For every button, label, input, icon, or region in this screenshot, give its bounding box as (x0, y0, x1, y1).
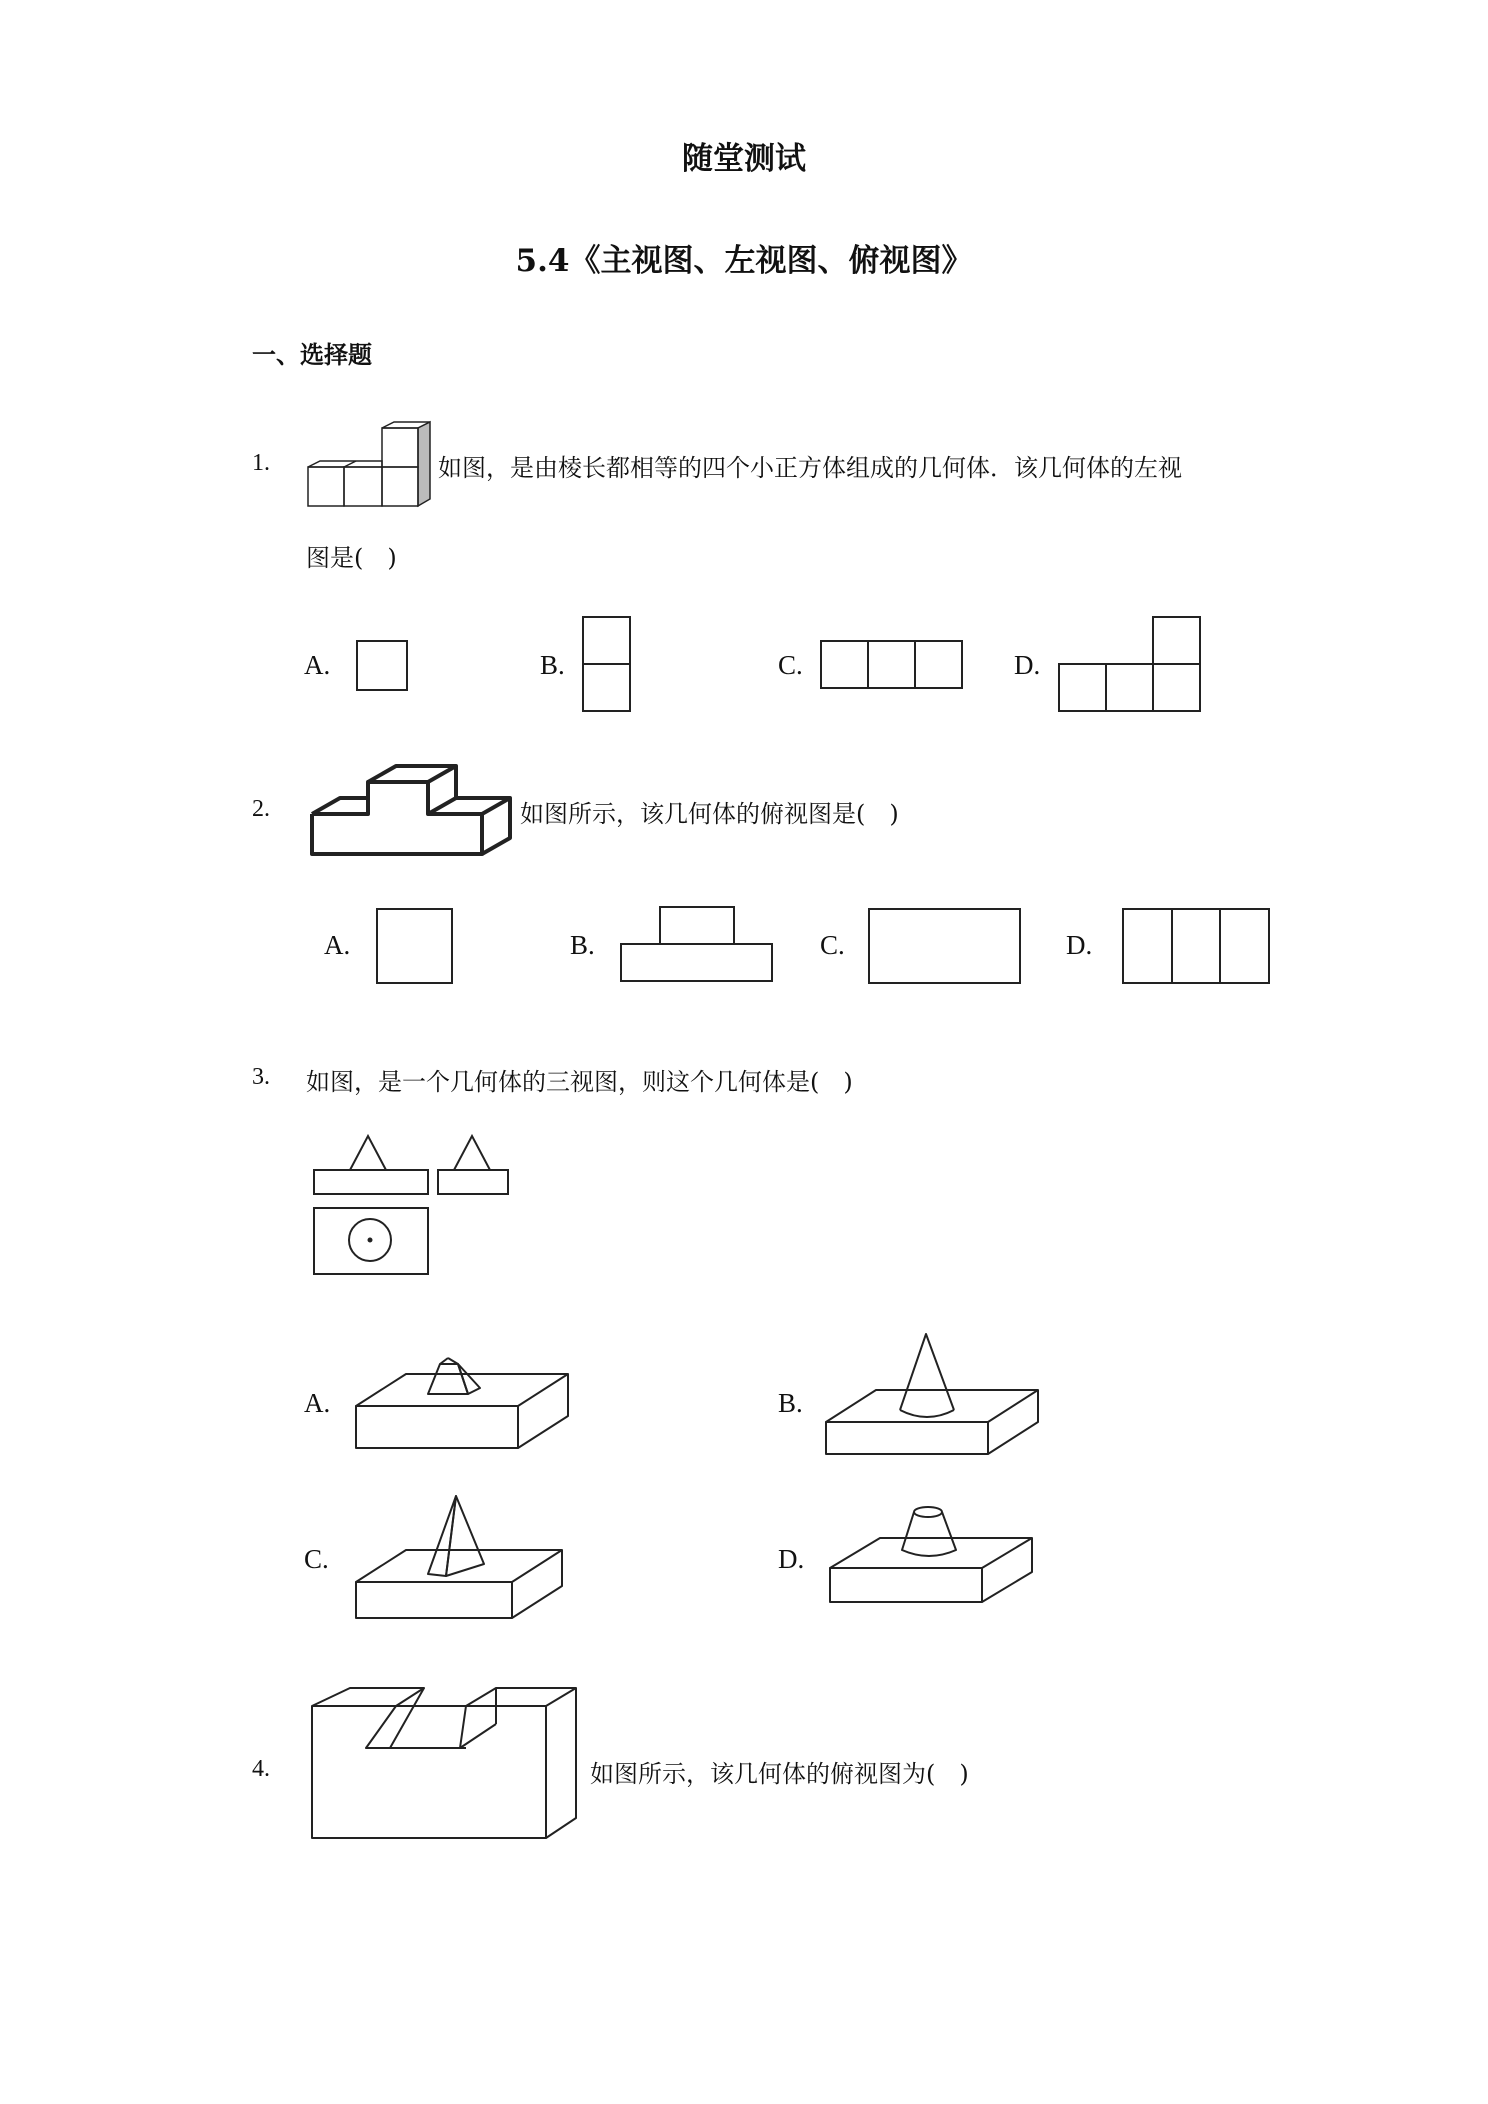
page-subtitle: 5.4《主视图、左视图、俯视图》 (515, 243, 973, 279)
q1-option-b-figure[interactable] (582, 616, 632, 714)
q3-option-c-figure[interactable] (354, 1492, 574, 1624)
question-1-figure (306, 420, 436, 510)
q1-option-a-label[interactable]: A. (304, 650, 331, 680)
q3-option-b-figure[interactable] (824, 1332, 1044, 1464)
question-3-text: 如图，是一个几何体的三视图，则这个几何体是( ) (306, 1068, 853, 1096)
q3-option-c-label[interactable]: C. (304, 1544, 329, 1574)
q1-option-a-figure[interactable] (356, 640, 410, 694)
q2-option-a-figure[interactable] (376, 908, 454, 986)
page-title: 随堂测试 (682, 141, 806, 177)
question-2-text: 如图所示，该几何体的俯视图是( ) (520, 800, 899, 828)
question-1-text-line2: 图是( ) (306, 544, 397, 572)
q1-option-d-label[interactable]: D. (1014, 650, 1041, 680)
q2-option-a-label[interactable]: A. (324, 930, 351, 960)
q1-option-c-label[interactable]: C. (778, 650, 803, 680)
q2-option-c-figure[interactable] (868, 908, 1022, 986)
q2-option-b-label[interactable]: B. (570, 930, 595, 960)
question-3-three-views (312, 1128, 512, 1278)
q2-option-b-figure[interactable] (620, 906, 774, 984)
question-2-number: 2. (252, 796, 270, 822)
q3-option-d-label[interactable]: D. (778, 1544, 805, 1574)
question-3-number: 3. (252, 1064, 270, 1090)
q3-option-b-label[interactable]: B. (778, 1388, 803, 1418)
question-2-figure (310, 754, 518, 858)
q1-option-d-figure[interactable] (1058, 616, 1202, 714)
q2-option-c-label[interactable]: C. (820, 930, 845, 960)
question-1-text-line1: 如图，是由棱长都相等的四个小正方体组成的几何体．该几何体的左视 (438, 454, 1182, 482)
question-4-text: 如图所示，该几何体的俯视图为( ) (590, 1760, 969, 1788)
question-1-number: 1. (252, 450, 270, 476)
question-4-number: 4. (252, 1756, 270, 1782)
question-4-figure (310, 1686, 584, 1842)
q3-option-a-figure[interactable] (354, 1340, 574, 1452)
q1-option-c-figure[interactable] (820, 640, 964, 690)
section-heading: 一、选择题 (252, 340, 372, 369)
q1-option-b-label[interactable]: B. (540, 650, 565, 680)
q3-option-d-figure[interactable] (828, 1494, 1038, 1610)
q3-option-a-label[interactable]: A. (304, 1388, 331, 1418)
q2-option-d-figure[interactable] (1122, 908, 1272, 986)
q2-option-d-label[interactable]: D. (1066, 930, 1093, 960)
